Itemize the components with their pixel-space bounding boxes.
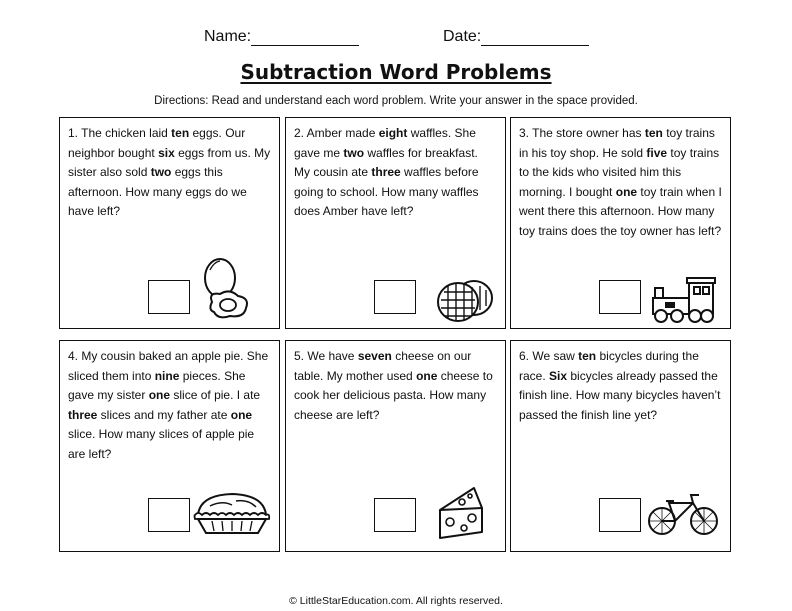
date-label: Date: [443, 28, 482, 45]
bicycle-icon [647, 489, 719, 539]
problem-text-4: 4. My cousin baked an apple pie. She sliced them into nine pieces. She gave my sister one slice of pie. I ate three slices and my father ate one slice. How many slices of apple pie are left? [68, 349, 269, 461]
waffle-icon [434, 276, 496, 324]
answer-box-1[interactable] [148, 280, 190, 314]
date-blank[interactable] [481, 29, 589, 46]
problem-text-3: 3. The store owner has ten toy trains in his toy shop. He sold five toy trains to the kids who visited him this morning. I bought one toy train when I went there this afternoon. How many toy trains does the toy owner has left? [519, 126, 722, 238]
problem-card-4 [59, 340, 280, 552]
problem-card-2 [285, 117, 506, 329]
date-field [443, 28, 589, 46]
toy-train-icon [651, 274, 717, 324]
copyright-footer: © LittleStarEducation.com. All rights reserved. [289, 595, 503, 607]
answer-box-2[interactable] [374, 280, 416, 314]
name-label: Name: [204, 28, 252, 45]
answer-box-3[interactable] [599, 280, 641, 314]
name-field [204, 28, 359, 46]
problem-card-1 [59, 117, 280, 329]
pie-icon [192, 489, 272, 537]
problem-text-5: 5. We have seven cheese on our table. My mother used one cheese to cook her delicious pasta. How many cheese are left? [294, 349, 493, 422]
name-blank[interactable] [251, 29, 359, 46]
page-title: Subtraction Word Problems [240, 60, 552, 84]
problem-text-1: 1. The chicken laid ten eggs. Our neighbor bought six eggs from us. My sister also sold two eggs this afternoon. How many eggs do we have left? [68, 126, 271, 218]
directions: Directions: Read and understand each word problem. Write your answer in the space provided. [154, 95, 638, 107]
problem-card-6 [510, 340, 731, 552]
answer-box-4[interactable] [148, 498, 190, 532]
answer-box-5[interactable] [374, 498, 416, 532]
problem-card-3 [510, 117, 731, 329]
egg-icon [200, 256, 260, 322]
problem-card-5 [285, 340, 506, 552]
answer-box-6[interactable] [599, 498, 641, 532]
problem-text-6: 6. We saw ten bicycles during the race. Six bicycles already passed the finish line. How many bicycles haven’t passed the finish line yet? [519, 349, 721, 422]
cheese-icon [434, 484, 488, 542]
problem-text-2: 2. Amber made eight waffles. She gave me two waffles for breakfast. My cousin ate three waffles before going to school. How many waffles does Amber have left? [294, 126, 479, 218]
